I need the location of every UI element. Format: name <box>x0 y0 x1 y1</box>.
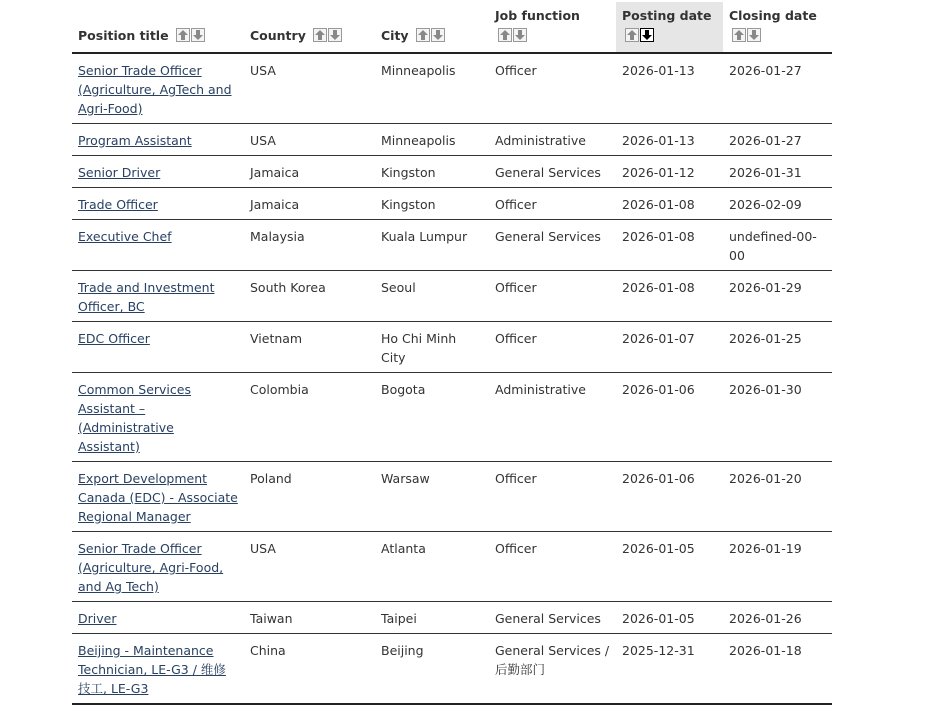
cell-country: China <box>244 634 375 705</box>
sort-descending-icon[interactable] <box>513 28 527 42</box>
cell-job-function: Officer <box>489 462 616 532</box>
column-header-city <box>375 2 489 53</box>
cell-job-function: General Services <box>489 602 616 634</box>
sort-ascending-icon[interactable] <box>416 28 430 42</box>
cell-country: Taiwan <box>244 602 375 634</box>
cell-city: Seoul <box>375 271 489 322</box>
column-header-position-title <box>72 2 244 53</box>
table-row <box>72 124 832 156</box>
cell-closing-date: 2026-01-27 <box>723 124 832 156</box>
cell-position-title <box>72 634 244 705</box>
table-row <box>72 322 832 373</box>
cell-city: Bogota <box>375 373 489 462</box>
cell-closing-date: 2026-01-31 <box>723 156 832 188</box>
sort-descending-icon[interactable] <box>640 28 654 42</box>
cell-position-title <box>72 271 244 322</box>
table-row <box>72 220 832 271</box>
cell-posting-date: 2026-01-13 <box>616 53 723 124</box>
position-title-link[interactable]: Senior Trade Officer (Agriculture, Agri-Food, and Ag Tech) <box>78 541 224 594</box>
position-title-link[interactable]: Program Assistant <box>78 133 192 148</box>
position-title-link[interactable]: EDC Officer <box>78 331 150 346</box>
column-label: Country <box>250 28 306 43</box>
cell-closing-date: 2026-01-30 <box>723 373 832 462</box>
cell-job-function: General Services <box>489 156 616 188</box>
column-header-closing-date <box>723 2 832 53</box>
position-title-link[interactable]: Driver <box>78 611 117 626</box>
cell-job-function: Administrative <box>489 373 616 462</box>
position-title-link[interactable]: Beijing - Maintenance Technician, LE-G3 / 维修技工, LE-G3 <box>78 643 226 696</box>
table-row <box>72 634 832 705</box>
column-header-posting-date <box>616 2 723 53</box>
column-header-job-function <box>489 2 616 53</box>
cell-country: USA <box>244 124 375 156</box>
cell-city: Warsaw <box>375 462 489 532</box>
cell-country: USA <box>244 532 375 602</box>
cell-country: Vietnam <box>244 322 375 373</box>
cell-closing-date: 2026-01-20 <box>723 462 832 532</box>
sort-ascending-icon[interactable] <box>313 28 327 42</box>
cell-job-function: Administrative <box>489 124 616 156</box>
position-title-link[interactable]: Common Services Assistant – (Administrative Assistant) <box>78 382 191 454</box>
position-title-link[interactable]: Executive Chef <box>78 229 172 244</box>
cell-position-title <box>72 156 244 188</box>
cell-city: Minneapolis <box>375 53 489 124</box>
cell-posting-date: 2025-12-31 <box>616 634 723 705</box>
position-title-link[interactable]: Senior Trade Officer (Agriculture, AgTech and Agri-Food) <box>78 63 232 116</box>
cell-job-function: General Services <box>489 220 616 271</box>
column-label: Position title <box>78 28 169 43</box>
table-row <box>72 188 832 220</box>
table-row <box>72 373 832 462</box>
cell-closing-date: 2026-02-09 <box>723 188 832 220</box>
cell-position-title <box>72 220 244 271</box>
sort-descending-icon[interactable] <box>191 28 205 42</box>
sort-ascending-icon[interactable] <box>625 28 639 42</box>
table-row <box>72 156 832 188</box>
cell-closing-date: 2026-01-25 <box>723 322 832 373</box>
table-row <box>72 271 832 322</box>
cell-position-title <box>72 602 244 634</box>
cell-posting-date: 2026-01-08 <box>616 188 723 220</box>
table-row <box>72 602 832 634</box>
cell-job-function: Officer <box>489 532 616 602</box>
column-label: City <box>381 28 409 43</box>
column-label: Closing date <box>729 8 817 23</box>
cell-city: Atlanta <box>375 532 489 602</box>
cell-posting-date: 2026-01-05 <box>616 532 723 602</box>
cell-country: Jamaica <box>244 156 375 188</box>
cell-closing-date: 2026-01-26 <box>723 602 832 634</box>
sort-descending-icon[interactable] <box>431 28 445 42</box>
cell-closing-date: undefined-00-00 <box>723 220 832 271</box>
column-label: Posting date <box>622 8 712 23</box>
cell-posting-date: 2026-01-06 <box>616 462 723 532</box>
cell-position-title <box>72 53 244 124</box>
table-row <box>72 462 832 532</box>
sort-ascending-icon[interactable] <box>498 28 512 42</box>
cell-posting-date: 2026-01-12 <box>616 156 723 188</box>
cell-city: Taipei <box>375 602 489 634</box>
cell-closing-date: 2026-01-19 <box>723 532 832 602</box>
cell-posting-date: 2026-01-06 <box>616 373 723 462</box>
cell-posting-date: 2026-01-07 <box>616 322 723 373</box>
cell-closing-date: 2026-01-18 <box>723 634 832 705</box>
position-title-link[interactable]: Export Development Canada (EDC) - Associate Regional Manager <box>78 471 238 524</box>
position-title-link[interactable]: Senior Driver <box>78 165 161 180</box>
cell-position-title <box>72 373 244 462</box>
cell-country: Poland <box>244 462 375 532</box>
cell-city: Ho Chi Minh City <box>375 322 489 373</box>
cell-city: Beijing <box>375 634 489 705</box>
cell-position-title <box>72 124 244 156</box>
cell-job-function: Officer <box>489 188 616 220</box>
column-label: Job function <box>495 8 580 23</box>
sort-descending-icon[interactable] <box>747 28 761 42</box>
cell-job-function: Officer <box>489 271 616 322</box>
job-postings-table <box>72 2 832 705</box>
sort-ascending-icon[interactable] <box>732 28 746 42</box>
cell-city: Kingston <box>375 188 489 220</box>
cell-country: Colombia <box>244 373 375 462</box>
cell-position-title <box>72 462 244 532</box>
cell-city: Minneapolis <box>375 124 489 156</box>
table-row <box>72 53 832 124</box>
cell-closing-date: 2026-01-27 <box>723 53 832 124</box>
cell-city: Kingston <box>375 156 489 188</box>
cell-country: Malaysia <box>244 220 375 271</box>
cell-city: Kuala Lumpur <box>375 220 489 271</box>
cell-job-function: Officer <box>489 322 616 373</box>
position-title-link[interactable]: Trade and Investment Officer, BC <box>78 280 215 314</box>
cell-posting-date: 2026-01-13 <box>616 124 723 156</box>
position-title-link[interactable]: Trade Officer <box>78 197 158 212</box>
cell-country: USA <box>244 53 375 124</box>
cell-country: South Korea <box>244 271 375 322</box>
cell-position-title <box>72 322 244 373</box>
sort-ascending-icon[interactable] <box>176 28 190 42</box>
cell-job-function: General Services / 后勤部门 <box>489 634 616 705</box>
table-row <box>72 532 832 602</box>
cell-posting-date: 2026-01-08 <box>616 271 723 322</box>
cell-closing-date: 2026-01-29 <box>723 271 832 322</box>
cell-posting-date: 2026-01-05 <box>616 602 723 634</box>
column-header-country <box>244 2 375 53</box>
cell-country: Jamaica <box>244 188 375 220</box>
cell-job-function: Officer <box>489 53 616 124</box>
cell-posting-date: 2026-01-08 <box>616 220 723 271</box>
sort-descending-icon[interactable] <box>328 28 342 42</box>
cell-position-title <box>72 532 244 602</box>
cell-position-title <box>72 188 244 220</box>
